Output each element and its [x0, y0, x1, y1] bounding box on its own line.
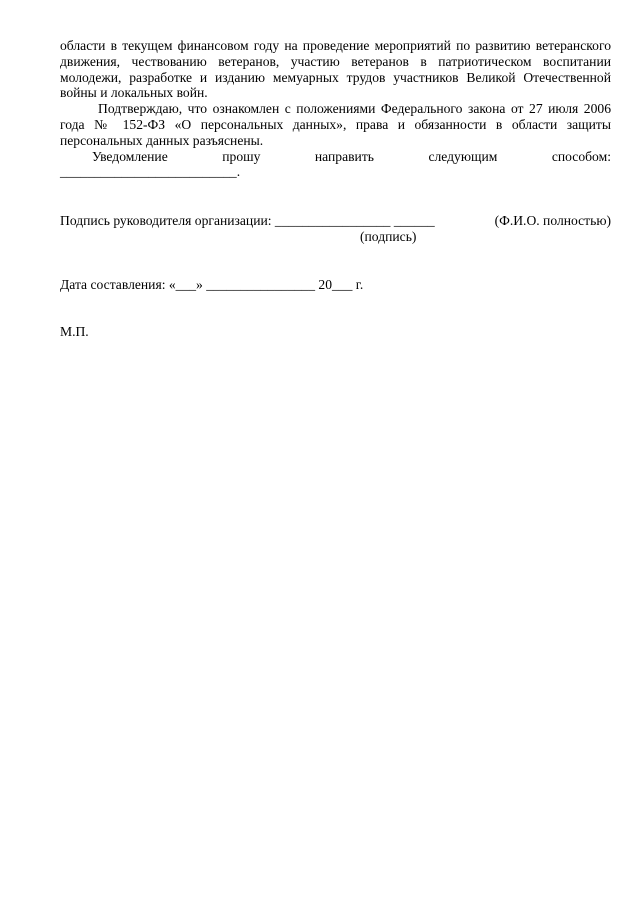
stamp-place: М.П.	[60, 323, 89, 339]
notify-word-3: направить	[314, 148, 374, 164]
notification-method-line	[60, 149, 611, 165]
notify-word-1: Уведомление	[92, 148, 168, 164]
spacer	[60, 245, 611, 277]
notification-method-blank[interactable]: __________________________.	[60, 164, 241, 180]
signature-caption: (подпись)	[360, 228, 417, 244]
spacer	[60, 180, 611, 213]
notify-word-2: прошу	[222, 148, 261, 164]
date-line[interactable]: Дата составления: «___» ________________ 20___ г.	[60, 276, 364, 292]
paragraph-personal-data-consent: Подтверждаю, что ознакомлен с положениями Федерального закона от 27 июля 2006 года № 152-ФЗ «О персональных данных», права и обязанности в области защиты персональных данных разъяснены.	[60, 101, 611, 148]
paragraph-funding: области в текущем финансовом году на проведение мероприятий по развитию ветеранского движения, чествованию ветеранов, участию ветеранов в патриотическом воспитании молодежи, разработке и изданию мемуарных трудов участников Великой Отечественной войны и локальных войн.	[60, 38, 611, 101]
notify-word-4: следующим	[428, 148, 498, 164]
signature-field[interactable]: Подпись руководителя организации: _________________ ______	[60, 213, 435, 229]
document-page	[60, 38, 611, 339]
notify-word-5: способом:	[551, 148, 611, 164]
signature-line	[60, 213, 611, 229]
spacer	[60, 293, 611, 324]
signature-name-hint: (Ф.И.О. полностью)	[494, 213, 611, 229]
